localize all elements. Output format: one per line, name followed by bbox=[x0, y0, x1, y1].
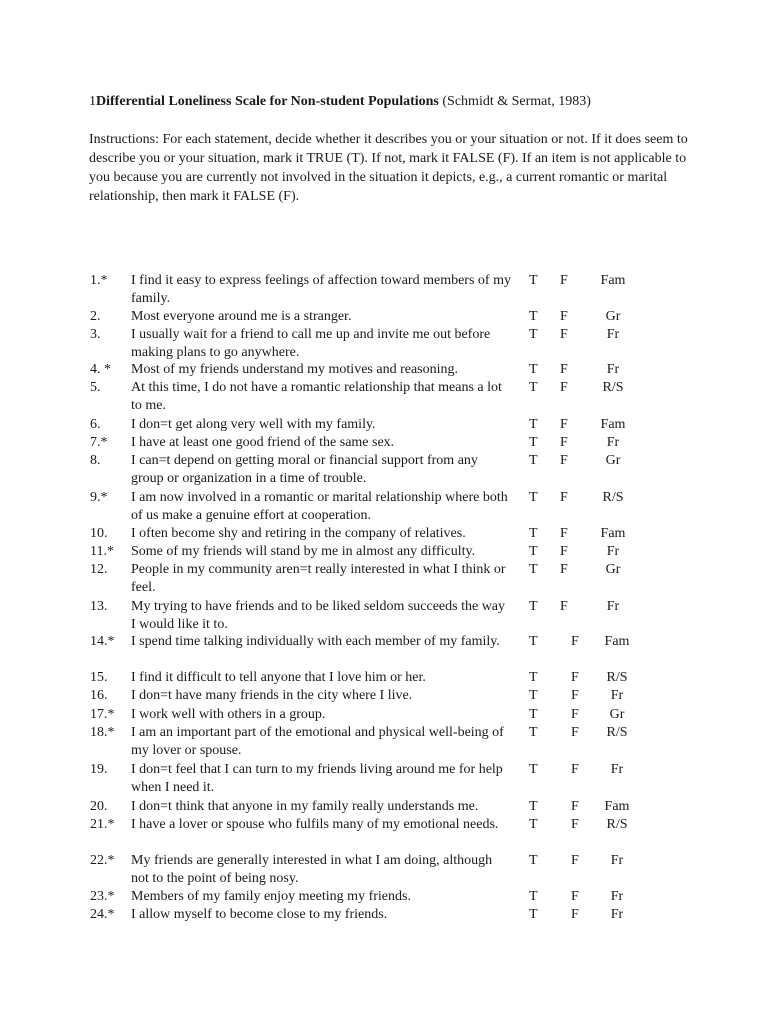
item-number: 20. bbox=[90, 799, 108, 814]
title-citation: (Schmidt & Sermat, 1983) bbox=[438, 94, 591, 109]
true-option: T bbox=[529, 453, 538, 468]
item-statement: People in my community aren=t really interested in what I think or feel. bbox=[131, 562, 506, 595]
true-option: T bbox=[529, 799, 538, 814]
item-number: 19. bbox=[90, 762, 108, 777]
item-statement: I don=t think that anyone in my family really understands me. bbox=[131, 799, 479, 814]
false-option: F bbox=[560, 526, 568, 541]
true-option: T bbox=[529, 599, 538, 614]
item-statement: I spend time talking individually with each member of my family. bbox=[131, 634, 500, 649]
title-heading: Differential Loneliness Scale for Non-student Populations bbox=[96, 94, 439, 109]
item-number: 23.* bbox=[90, 889, 115, 904]
item-category: Gr bbox=[605, 309, 621, 324]
false-option: F bbox=[571, 634, 579, 649]
item-category: Fr bbox=[606, 327, 620, 342]
item-number: 18.* bbox=[90, 725, 115, 740]
item-category: Fam bbox=[604, 799, 630, 814]
item-category: Fr bbox=[606, 544, 620, 559]
true-option: T bbox=[529, 327, 538, 342]
item-statement: I don=t get along very well with my family. bbox=[131, 417, 376, 432]
false-option: F bbox=[560, 435, 568, 450]
true-option: T bbox=[529, 817, 538, 832]
false-option: F bbox=[560, 380, 568, 395]
item-category: Gr bbox=[605, 562, 621, 577]
false-option: F bbox=[571, 762, 579, 777]
item-statement: I don=t have many friends in the city where I live. bbox=[131, 688, 413, 703]
true-option: T bbox=[529, 853, 538, 868]
item-category: Fam bbox=[604, 634, 630, 649]
false-option: F bbox=[560, 309, 568, 324]
instructions-paragraph: Instructions: For each statement, decide whether it describes you or your situation or not. If it does seem to describe you or your situation, mark it TRUE (T). If not, mark it FALSE (F). If an item is not applicable to you because you are currently not involved in the situation it depicts, e.g., a current romantic or marital relationship, then mark it FALSE (F). bbox=[89, 132, 688, 204]
item-category: Gr bbox=[605, 453, 621, 468]
item-statement: Most everyone around me is a stranger. bbox=[131, 309, 352, 324]
true-option: T bbox=[529, 417, 538, 432]
false-option: F bbox=[571, 817, 579, 832]
item-statement: I allow myself to become close to my friends. bbox=[131, 907, 388, 922]
item-category: R/S bbox=[606, 670, 628, 685]
item-number: 3. bbox=[90, 327, 101, 342]
false-option: F bbox=[571, 707, 579, 722]
true-option: T bbox=[529, 362, 538, 377]
item-number: 21.* bbox=[90, 817, 115, 832]
item-number: 13. bbox=[90, 599, 108, 614]
true-option: T bbox=[529, 544, 538, 559]
true-option: T bbox=[529, 490, 538, 505]
item-statement: I have a lover or spouse who fulfils many of my emotional needs. bbox=[131, 817, 499, 832]
item-statement: I usually wait for a friend to call me up and invite me out before making plans to go anywhere. bbox=[131, 327, 491, 360]
item-category: R/S bbox=[602, 490, 624, 505]
true-option: T bbox=[529, 273, 538, 288]
item-number: 12. bbox=[90, 562, 108, 577]
item-statement: I don=t feel that I can turn to my friends living around me for help when I need it. bbox=[131, 762, 503, 795]
item-category: R/S bbox=[606, 725, 628, 740]
false-option: F bbox=[560, 544, 568, 559]
true-option: T bbox=[529, 634, 538, 649]
item-statement: My friends are generally interested in what I am doing, although not to the point of being nosy. bbox=[131, 853, 493, 886]
item-number: 4. * bbox=[90, 362, 111, 377]
false-option: F bbox=[571, 907, 579, 922]
false-option: F bbox=[560, 417, 568, 432]
true-option: T bbox=[529, 562, 538, 577]
true-option: T bbox=[529, 907, 538, 922]
item-statement: I often become shy and retiring in the company of relatives. bbox=[131, 526, 466, 541]
item-number: 10. bbox=[90, 526, 108, 541]
item-statement: I can=t depend on getting moral or financial support from any group or organization in a time of trouble. bbox=[131, 453, 478, 486]
item-category: Fr bbox=[610, 907, 624, 922]
true-option: T bbox=[529, 889, 538, 904]
item-statement: Most of my friends understand my motives and reasoning. bbox=[131, 362, 459, 377]
false-option: F bbox=[560, 562, 568, 577]
true-option: T bbox=[529, 435, 538, 450]
item-statement: I am now involved in a romantic or marital relationship where both of us make a genuine effort at cooperation. bbox=[131, 490, 508, 523]
true-option: T bbox=[529, 688, 538, 703]
false-option: F bbox=[571, 889, 579, 904]
item-statement: I find it difficult to tell anyone that I love him or her. bbox=[131, 670, 426, 685]
item-category: Fam bbox=[600, 273, 626, 288]
false-option: F bbox=[560, 327, 568, 342]
true-option: T bbox=[529, 725, 538, 740]
false-option: F bbox=[560, 599, 568, 614]
item-number: 5. bbox=[90, 380, 101, 395]
true-option: T bbox=[529, 707, 538, 722]
true-option: T bbox=[529, 380, 538, 395]
item-category: Fr bbox=[610, 853, 624, 868]
item-number: 16. bbox=[90, 688, 108, 703]
item-statement: I have at least one good friend of the same sex. bbox=[131, 435, 395, 450]
item-category: R/S bbox=[606, 817, 628, 832]
false-option: F bbox=[560, 490, 568, 505]
item-statement: My trying to have friends and to be liked seldom succeeds the way I would like it to. bbox=[131, 599, 506, 632]
item-number: 7.* bbox=[90, 435, 108, 450]
item-number: 9.* bbox=[90, 490, 108, 505]
item-number: 2. bbox=[90, 309, 101, 324]
item-category: Fr bbox=[610, 762, 624, 777]
false-option: F bbox=[560, 362, 568, 377]
true-option: T bbox=[529, 526, 538, 541]
title-footnote-number: 1 bbox=[89, 94, 96, 109]
item-number: 8. bbox=[90, 453, 101, 468]
item-category: Gr bbox=[609, 707, 625, 722]
item-category: R/S bbox=[602, 380, 624, 395]
false-option: F bbox=[571, 725, 579, 740]
item-category: Fam bbox=[600, 417, 626, 432]
item-statement: Some of my friends will stand by me in almost any difficulty. bbox=[131, 544, 476, 559]
item-category: Fr bbox=[606, 435, 620, 450]
item-statement: At this time, I do not have a romantic relationship that means a lot to me. bbox=[131, 380, 502, 413]
item-number: 24.* bbox=[90, 907, 115, 922]
true-option: T bbox=[529, 309, 538, 324]
item-category: Fr bbox=[606, 362, 620, 377]
item-statement: I find it easy to express feelings of affection toward members of my family. bbox=[131, 273, 511, 306]
item-category: Fr bbox=[610, 688, 624, 703]
false-option: F bbox=[571, 688, 579, 703]
item-number: 1.* bbox=[90, 273, 108, 288]
item-category: Fr bbox=[606, 599, 620, 614]
true-option: T bbox=[529, 762, 538, 777]
item-statement: I am an important part of the emotional and physical well-being of my lover or spouse. bbox=[131, 725, 504, 758]
true-option: T bbox=[529, 670, 538, 685]
false-option: F bbox=[571, 670, 579, 685]
item-number: 11.* bbox=[90, 544, 114, 559]
false-option: F bbox=[560, 273, 568, 288]
item-number: 15. bbox=[90, 670, 108, 685]
item-statement: I work well with others in a group. bbox=[131, 707, 326, 722]
item-statement: Members of my family enjoy meeting my friends. bbox=[131, 889, 411, 904]
item-number: 6. bbox=[90, 417, 101, 432]
item-number: 17.* bbox=[90, 707, 115, 722]
false-option: F bbox=[571, 853, 579, 868]
false-option: F bbox=[571, 799, 579, 814]
item-category: Fam bbox=[600, 526, 626, 541]
item-number: 14.* bbox=[90, 634, 115, 649]
item-category: Fr bbox=[610, 889, 624, 904]
item-number: 22.* bbox=[90, 853, 115, 868]
false-option: F bbox=[560, 453, 568, 468]
